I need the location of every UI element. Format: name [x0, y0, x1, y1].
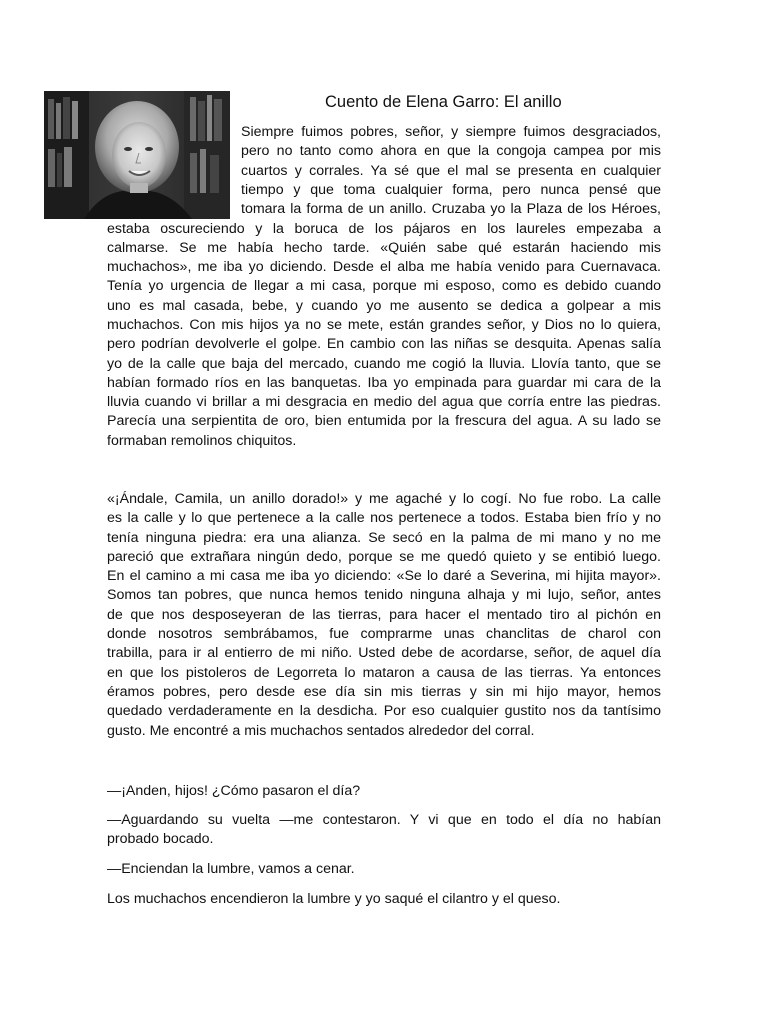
text-line: cuartos y corrales. Ya sé que el mal se presenta en cualquier	[241, 162, 661, 179]
text-line: En el camino a mi casa me iba yo diciendo: «Se lo daré a Severina, mi hijita mayor».	[107, 568, 661, 585]
second-paragraph	[107, 490, 661, 741]
text-line: tiempo y que toma cualquier forma, pero nunca pensé que	[241, 181, 661, 198]
text-line: donde nosotros sembrábamos, fue comprarme unas chanclitas de charol con	[107, 626, 661, 643]
text-line: lluvia cuando vi brillar a mi desgracia en medio del agua que corría entre las piedras.	[107, 394, 661, 411]
document-title: Cuento de Elena Garro: El anillo	[325, 93, 562, 111]
dialogue-line-2	[107, 811, 661, 850]
text-line: pareció que extrañara ningún dedo, porque se me quedó quieto y se entibió luego.	[107, 548, 661, 565]
text-line: de que nos desposeyeran de las tierras, para hacer el mentado tiro al pichón en	[107, 606, 661, 623]
text-line: habían formado ríos en las banquetas. Iba yo empinada para guardar mi cara de la	[107, 374, 661, 391]
text-line: trabilla, para ir al entierro de mi niño. Usted debe de acordarse, señor, de aquel día	[107, 645, 661, 662]
text-line: «¡Ándale, Camila, un anillo dorado!» y me agaché y lo cogí. No fue robo. La calle	[107, 491, 661, 507]
text-line: muchachos. Con mis hijos ya no se mete, están grandes señor, y Dios no lo quiera,	[107, 316, 661, 333]
text-line: yo de la calle que baja del mercado, cuando me cogió la lluvia. Llovía tanto, que se	[107, 355, 661, 372]
text-line: uno es mal casada, bebe, y cuando yo me ausento se dedica a golpear a mis	[107, 297, 661, 314]
text-line: tenía ninguna piedra: era una alianza. Se secó en la palma de mi mano y no me	[107, 529, 661, 546]
text-line: calmarse. Se me había hecho tarde. «Quién sabe qué estarán haciendo mis	[107, 239, 661, 256]
text-line: Tenía yo urgencia de llegar a mi casa, porque mi esposo, como es debido cuando	[107, 278, 661, 295]
text-line: gusto. Me encontré a mis muchachos sentados alrededor del corral.	[107, 722, 535, 739]
dialogue-line-3: —Enciendan la lumbre, vamos a cenar.	[107, 861, 355, 877]
text-line: Parecía una serpientita de oro, bien entumida por la frescura del agua. A su lado se	[107, 413, 661, 430]
text-line: en que los pistoleros de Legorreta lo mataron a causa de las tierras. Ya entonces	[107, 664, 661, 681]
intro-paragraph-full	[107, 220, 661, 452]
text-line: quedado verdaderamente en la desdicha. Por eso cualquier gustito nos da tantísimo	[107, 703, 661, 720]
closing-line: Los muchachos encendieron la lumbre y yo saqué el cilantro y el queso.	[107, 891, 561, 907]
text-line: éramos pobres, pero desde ese día sin mis tierras y sin mi hijo mayor, hemos	[107, 683, 661, 700]
text-line: pero no tanto como ahora en que la congoja campea por mis	[241, 143, 661, 160]
text-line: tomara la forma de un anillo. Cruzaba yo la Plaza de los Héroes,	[241, 201, 661, 218]
text-line: estaba oscureciendo y la boruca de los pájaros en los laureles empezaba a	[107, 220, 661, 237]
intro-paragraph-indented	[241, 123, 661, 219]
author-photo	[44, 91, 230, 219]
text-line: muchachos», me iba yo diciendo. Desde el alba me había venido para Cuernavaca.	[107, 259, 661, 276]
text-line: formaban remolinos chiquitos.	[107, 432, 297, 449]
text-line: es la calle y lo que pertenece a la calle nos pertenece a todos. Estaba bien frío y no	[107, 510, 661, 527]
text-line: —Aguardando su vuelta —me contestaron. Y vi que en todo el día no habían	[107, 812, 661, 828]
portrait-image	[44, 91, 230, 219]
text-line: Siempre fuimos pobres, señor, y siempre fuimos desgraciados,	[241, 124, 661, 140]
text-line: Somos tan pobres, que nunca hemos tenido ninguna alhaja y mi lujo, señor, antes	[107, 587, 661, 604]
text-line: pero podrían devolverle el golpe. En cambio con las niñas se desquita. Apenas salía	[107, 336, 661, 353]
dialogue-line-1: —¡Anden, hijos! ¿Cómo pasaron el día?	[107, 783, 361, 799]
text-line: probado bocado.	[107, 831, 214, 848]
